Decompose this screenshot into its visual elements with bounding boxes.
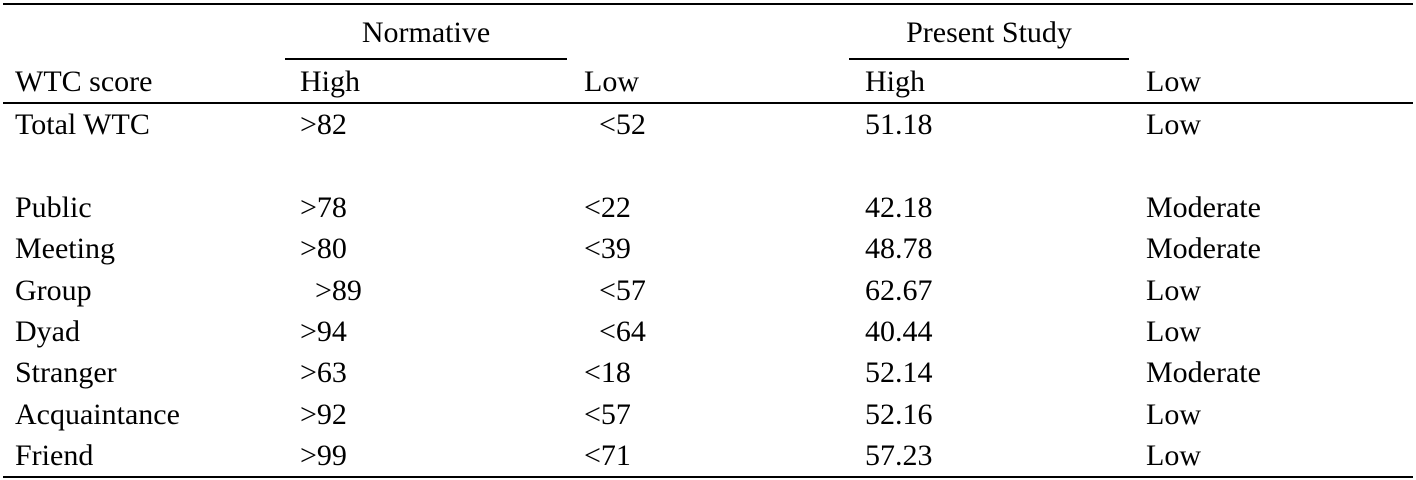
header-rule	[3, 102, 1413, 104]
row-acquaintance-normative-high: >92	[300, 398, 347, 431]
row-friend-label: Friend	[15, 439, 94, 472]
row-stranger-normative-low: <18	[584, 356, 631, 389]
row-total-wtc-normative-low: <52	[584, 108, 646, 141]
group-header-present-study: Present Study	[906, 16, 1072, 49]
row-acquaintance-present-score: 52.16	[865, 398, 933, 431]
present-study-group-rule	[849, 58, 1129, 60]
row-total-wtc-present-level: Low	[1146, 108, 1201, 141]
row-group-normative-low: <57	[584, 274, 646, 307]
row-acquaintance-normative-low: <57	[584, 398, 631, 431]
table-top-rule	[3, 3, 1413, 5]
row-dyad-normative-low: <64	[584, 315, 646, 348]
column-header-wtc-score: WTC score	[15, 65, 153, 98]
column-header-present-low: Low	[1146, 65, 1201, 98]
row-meeting-present-score: 48.78	[865, 232, 933, 265]
row-stranger-label: Stranger	[15, 356, 117, 389]
column-header-present-high: High	[865, 65, 925, 98]
row-group-present-score: 62.67	[865, 274, 933, 307]
group-header-normative: Normative	[361, 16, 491, 49]
row-stranger-normative-high: >63	[300, 356, 347, 389]
row-public-present-level: Moderate	[1146, 191, 1261, 224]
row-dyad-present-score: 40.44	[865, 315, 933, 348]
row-total-wtc-present-score: 51.18	[865, 108, 933, 141]
row-meeting-normative-low: <39	[584, 232, 631, 265]
row-acquaintance-present-level: Low	[1146, 398, 1201, 431]
row-group-normative-high: >89	[300, 274, 362, 307]
row-dyad-label: Dyad	[15, 315, 80, 348]
row-friend-present-score: 57.23	[865, 439, 933, 472]
row-friend-normative-high: >99	[300, 439, 347, 472]
row-public-normative-low: <22	[584, 191, 631, 224]
row-public-normative-high: >78	[300, 191, 347, 224]
row-public-present-score: 42.18	[865, 191, 933, 224]
row-total-wtc-normative-high: >82	[300, 108, 347, 141]
table-bottom-rule	[3, 476, 1413, 478]
row-dyad-present-level: Low	[1146, 315, 1201, 348]
row-meeting-present-level: Moderate	[1146, 232, 1261, 265]
column-header-normative-low: Low	[584, 65, 639, 98]
row-meeting-normative-high: >80	[300, 232, 347, 265]
row-meeting-label: Meeting	[15, 232, 115, 265]
normative-group-rule	[285, 58, 567, 60]
row-dyad-normative-high: >94	[300, 315, 347, 348]
row-total-wtc-label: Total WTC	[15, 108, 150, 141]
row-public-label: Public	[15, 191, 92, 224]
row-stranger-present-score: 52.14	[865, 356, 933, 389]
row-group-present-level: Low	[1146, 274, 1201, 307]
row-stranger-present-level: Moderate	[1146, 356, 1261, 389]
row-friend-normative-low: <71	[584, 439, 631, 472]
row-friend-present-level: Low	[1146, 439, 1201, 472]
column-header-normative-high: High	[300, 65, 360, 98]
row-acquaintance-label: Acquaintance	[15, 398, 180, 431]
row-group-label: Group	[15, 274, 92, 307]
